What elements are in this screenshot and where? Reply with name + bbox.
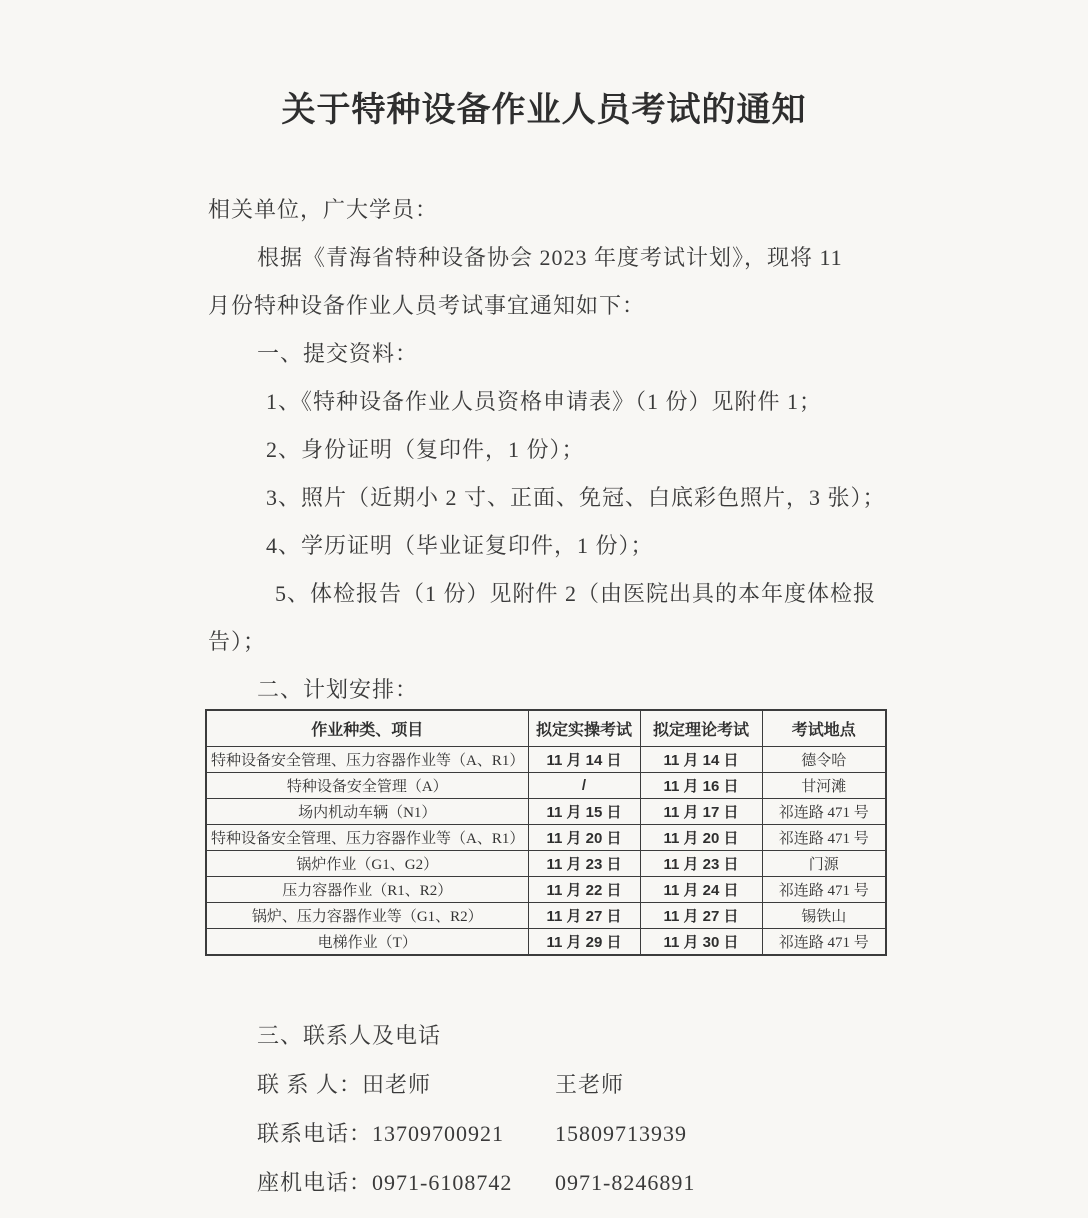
phone-label: 联系电话： [257, 1121, 373, 1146]
location-cell: 祁连路 471 号 [762, 799, 886, 825]
location-cell: 锡铁山 [762, 903, 886, 929]
phone-col1 [257, 1120, 555, 1148]
date-cell: 11 月 14 日 [528, 747, 640, 773]
date-cell: 11 月 14 日 [640, 747, 762, 773]
table-row [206, 747, 886, 773]
date-cell: 11 月 15 日 [528, 799, 640, 825]
schedule-table [205, 709, 887, 956]
date-cell: 11 月 23 日 [528, 851, 640, 877]
table-header-row [206, 710, 886, 747]
page-title: 关于特种设备作业人员考试的通知 [281, 91, 807, 129]
landline-phones-line [208, 1169, 1088, 1218]
date-cell: 11 月 16 日 [640, 773, 762, 799]
location-cell: 甘河滩 [762, 773, 886, 799]
list-item-5: 5、体检报告（1 份）见附件 2（由医院出具的本年度体检报 [275, 581, 877, 606]
landline-label: 座机电话： [257, 1170, 373, 1195]
table-header-cell: 考试地点 [762, 710, 886, 747]
location-cell: 祁连路 471 号 [762, 929, 886, 956]
table-row [206, 929, 886, 956]
work-type-cell: 场内机动车辆（N1） [206, 799, 528, 825]
contact-label: 联 系 人： [257, 1072, 363, 1097]
table-header-cell: 拟定理论考试 [640, 710, 762, 747]
section1-heading: 一、提交资料： [257, 341, 419, 366]
schedule-table-header [206, 710, 886, 747]
date-cell: 11 月 29 日 [528, 929, 640, 956]
date-cell: 11 月 20 日 [528, 825, 640, 851]
table-row [206, 773, 886, 799]
contact-col1 [257, 1071, 555, 1099]
mobile-phones-line [208, 1120, 1088, 1169]
table-row [206, 825, 886, 851]
landline-number-2: 0971-8246891 [555, 1170, 696, 1195]
list-item-5-continued: 告）； [208, 629, 267, 654]
work-type-cell: 锅炉、压力容器作业等（G1、R2） [206, 903, 528, 929]
table-header-cell: 拟定实操考试 [528, 710, 640, 747]
table-row [206, 799, 886, 825]
table-row [206, 903, 886, 929]
work-type-cell: 特种设备安全管理（A） [206, 773, 528, 799]
phone-number-2: 15809713939 [555, 1121, 687, 1146]
work-type-cell: 特种设备安全管理、压力容器作业等（A、R1） [206, 747, 528, 773]
date-cell: / [528, 773, 640, 799]
date-cell: 11 月 23 日 [640, 851, 762, 877]
landline-number-1: 0971-6108742 [372, 1170, 513, 1195]
location-cell: 祁连路 471 号 [762, 825, 886, 851]
table-header-cell: 作业种类、项目 [206, 710, 528, 747]
date-cell: 11 月 22 日 [528, 877, 640, 903]
location-cell: 祁连路 471 号 [762, 877, 886, 903]
list-item-4: 4、学历证明（毕业证复印件，1 份）； [266, 533, 654, 558]
work-type-cell: 压力容器作业（R1、R2） [206, 877, 528, 903]
contact-person-2: 王老师 [555, 1072, 625, 1097]
table-row [206, 877, 886, 903]
table-row [206, 851, 886, 877]
phone-number-1: 13709700921 [372, 1121, 505, 1146]
list-item-3: 3、照片（近期小 2 寸、正面、免冠、白底彩色照片，3 张）； [266, 485, 886, 510]
date-cell: 11 月 27 日 [528, 903, 640, 929]
contact-person-1: 田老师 [362, 1072, 432, 1097]
section2-heading: 二、计划安排： [257, 677, 419, 702]
date-cell: 11 月 24 日 [640, 877, 762, 903]
date-cell: 11 月 27 日 [640, 903, 762, 929]
list-item-1: 1、《特种设备作业人员资格申请表》（1 份）见附件 1； [266, 389, 823, 414]
schedule-table-body [206, 747, 886, 956]
intro-line-2: 月份特种设备作业人员考试事宜通知如下： [208, 293, 646, 318]
intro-line-1: 根据《青海省特种设备协会 2023 年度考试计划》，现将 11 [257, 245, 843, 270]
section3-heading: 三、联系人及电话 [257, 1023, 442, 1048]
contact-persons-line [208, 1071, 1088, 1120]
date-cell: 11 月 17 日 [640, 799, 762, 825]
salutation: 相关单位，广大学员： [208, 197, 439, 222]
list-item-2: 2、身份证明（复印件，1 份）； [266, 437, 585, 462]
work-type-cell: 电梯作业（T） [206, 929, 528, 956]
date-cell: 11 月 20 日 [640, 825, 762, 851]
landline-col1 [257, 1169, 555, 1197]
document-body [0, 196, 1088, 724]
date-cell: 11 月 30 日 [640, 929, 762, 956]
work-type-cell: 特种设备安全管理、压力容器作业等（A、R1） [206, 825, 528, 851]
work-type-cell: 锅炉作业（G1、G2） [206, 851, 528, 877]
location-cell: 门源 [762, 851, 886, 877]
contact-section [0, 1022, 1088, 1218]
location-cell: 德令哈 [762, 747, 886, 773]
